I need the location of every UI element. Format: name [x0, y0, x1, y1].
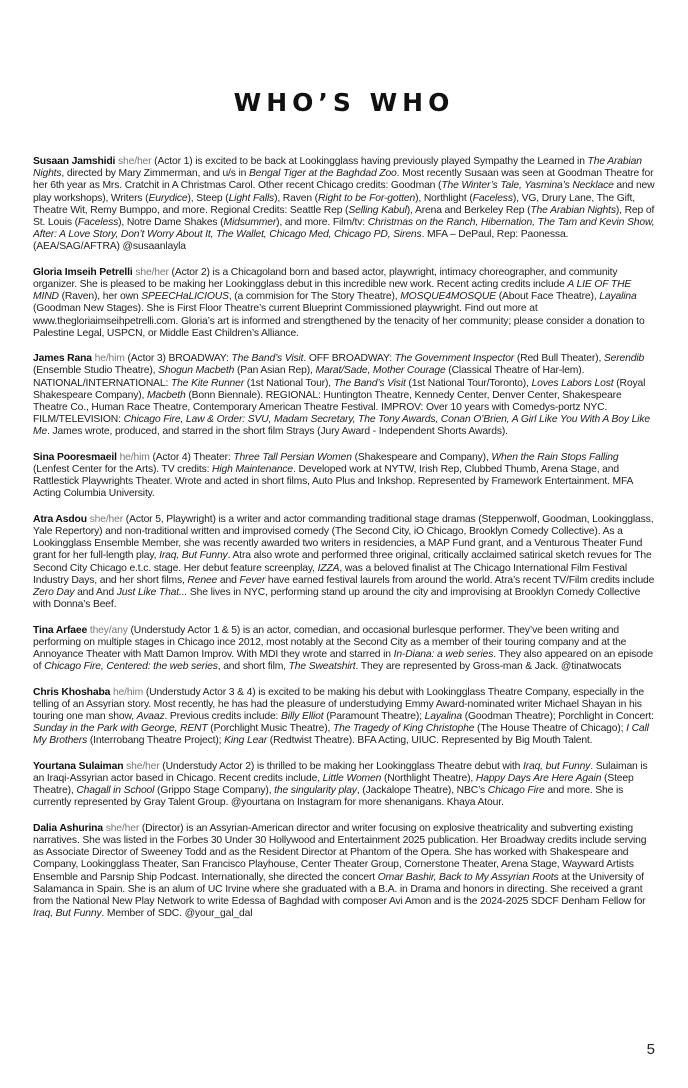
bio-text: ), Northlight (: [415, 192, 473, 204]
bio-credit-title: SPEECHaLICIOUS: [141, 291, 229, 303]
bio-credit-title: Billy Elliot: [281, 711, 324, 723]
bio-credit-title: Faceless: [472, 192, 513, 204]
bio-text: (Actor 2) is a Chicagoland born and based actor, playwright, intimacy choreographer, and community organizer. She is pleased to be making her Lookingglass debut in this incredible new work. Recent acting credits include: [33, 266, 618, 291]
bio-text: (Director) is an Assyrian-American director and writer focusing on explosive theatricality and subverting existing narratives. She was listed in the Forbes 30 Under 30 Hollywood and Entertainment 2025 publication. Her Broadway credits include serving as Associate Director of Sweeney Todd and as the Resident Director at Phantom of the Opera. She has worked with Shakespeare and Company, Lookingglass Theater, San Francisco Playhouse, Center Theater Group, Cornerstone Theater, Arena Stage, Wayward Artists Ensemble and Parsnip Ship Podcast. Internationally, she directed the concert: [33, 822, 647, 883]
bio-credit-title: Selling Kabul: [348, 204, 407, 216]
bio-text: . OFF BROADWAY:: [303, 353, 395, 365]
bio-paragraph: [33, 761, 657, 810]
bio-credit-title: The Winter’s Tale, Yasmina’s Necklace: [441, 180, 614, 192]
bio-text: ), VG, Drury Lane, The Gift, Theatre Wit, Remy Bumppo, and more. Regional Credits: Seattle Rep (: [33, 192, 635, 216]
bio-name: Tina Arfaee: [33, 624, 88, 636]
bio-name: Atra Asdou: [33, 513, 87, 525]
bio-text: (Northlight Theatre),: [381, 773, 476, 785]
bio-credit-title: Chagall in School: [76, 785, 155, 797]
bio-text: (Ensemble Studio Theatre),: [33, 365, 159, 377]
bio-credit-title: Bengal Tiger at the Baghdad Zoo: [249, 168, 397, 180]
bio-credit-title: Faceless: [77, 217, 119, 229]
bio-paragraph: [33, 687, 657, 748]
bio-text: (Redtwist Theatre). BFA Acting, UIUC. Represented by Big Mouth Talent.: [267, 735, 593, 747]
bio-credit-title: IZZA: [317, 562, 340, 574]
bio-text: (Understudy Actor 1 & 5) is an actor, comedian, and occasional burlesque performer. They’ve been writing and performing on multiple stages in Chicago ince 2012, most notably at the Second City as a member of their touring company and at the Annoyance Theater with Matt Damon Improv. With MDI they wrote and starred in: [33, 624, 627, 661]
bio-text: ), Notre Dame Shakes (: [118, 217, 224, 229]
bio-text: , (a commision for The Story Theatre),: [228, 291, 401, 303]
bio-text: . They also appeared on an episode of: [33, 649, 653, 673]
bio-credit-title: Layalina: [424, 711, 462, 723]
bio-credit-title: Shogun Macbeth: [158, 365, 235, 377]
bio-pronouns: she/her: [105, 822, 140, 834]
bio-credit-title: Midsummer: [223, 217, 277, 229]
bio-text: have earned festival laurels from around the world. Atra’s recent TV/Film credits include: [265, 574, 655, 586]
bio-text: . Most recently Susaan was seen at Goodman Theatre for her 6th year as Mrs. Cratchit in A Christmas Carol. Other recent Chicago credits: Goodman (: [33, 168, 654, 192]
bio-text: , and short film,: [217, 661, 289, 673]
bio-paragraph: [33, 823, 657, 921]
bio-credit-title: The Sweatshirt: [288, 661, 356, 673]
bio-credit-title: Avaaz: [136, 711, 165, 723]
bio-text: (Actor 4) Theater:: [149, 451, 234, 463]
bio-credit-title: Chicago Fire, Centered: the web series: [44, 661, 218, 673]
bio-name: Susaan Jamshidi: [33, 156, 116, 167]
bio-text: (Actor 3) BROADWAY:: [124, 353, 232, 365]
bio-text: (Steep Theatre),: [33, 773, 634, 797]
bio-pronouns: she/her: [135, 266, 169, 278]
bio-text: (Paramount Theatre);: [323, 711, 425, 723]
bio-credit-title: Loves Labors Lost: [531, 377, 614, 389]
bio-text: . Sulaiman is an Iraqi-Assyrian actor based in Chicago. Recent credits include,: [33, 760, 648, 785]
bio-text: (Classical Theatre of Har-lem). NATIONAL/INTERNATIONAL:: [33, 365, 585, 389]
bio-pronouns: he/him: [119, 451, 150, 463]
bio-credit-title: Happy Days Are Here Again: [475, 773, 602, 785]
bio-credit-title: Fever: [239, 574, 266, 586]
bio-text: . Member of SDC. @your_gal_dal: [101, 908, 253, 920]
bio-credit-title: Marat/Sade, Mother Courage: [315, 365, 446, 377]
bio-text: (Lenfest Center for the Arts). TV credits:: [33, 464, 213, 476]
bio-text: . Developed work at NYTW, Irish Rep, Clubbed Thumb, Arena Stage, and Rattlestick Playwrights Theater. Wrote and acted in short films, Auto Plus and Inkshop. Represented by Framework Entertainment. MFA Acting Columbia University.: [33, 464, 633, 500]
bio-credit-title: High Maintenance: [212, 464, 294, 476]
bio-text: (Porchlight Music Theatre),: [207, 723, 333, 735]
bio-text: (Pan Asian Rep),: [234, 365, 316, 377]
page-number: 5: [646, 1041, 655, 1058]
bio-text: (Actor 1) is excited to be back at Lookingglass having previously played Sympathy the Learned in: [151, 156, 588, 167]
bio-credit-title: Just Like That...: [116, 587, 188, 599]
bio-credit-title: Christmas on the Ranch, Hibernation, The Tam and Kevin Show, After: A Love Story, Don’t Worry About It, The Wallet, Chicago Med, Chicago PD, Sirens: [33, 217, 655, 241]
bio-credit-title: When the Rain Stops Falling: [491, 451, 619, 463]
bio-name: Dalia Ashurina: [33, 822, 103, 834]
bio-credit-title: Little Women: [322, 773, 382, 785]
bio-credit-title: Macbeth: [147, 389, 186, 401]
bio-text: (About Face Theatre),: [495, 291, 600, 303]
bio-credit-title: Eurydice: [148, 192, 188, 204]
bio-text: (Understudy Actor 2) is thrilled to be making her Lookingglass Theatre debut with: [159, 760, 523, 772]
bio-pronouns: she/her: [89, 513, 124, 525]
bio-pronouns: she/her: [126, 760, 160, 772]
bio-text: . James wrote, produced, and starred in the short film Strays (Jury Award - Independent Shorts Awards).: [47, 426, 508, 438]
bio-credit-title: The Government Inspector: [394, 353, 515, 365]
bio-paragraph: [33, 353, 657, 438]
bio-text: . Atra also wrote and performed three original, critically acclaimed satirical sketch revues for The Second City Chicago e.t.c. stage. Her debut feature screenplay,: [33, 550, 652, 574]
bio-text: , (Jackalope Theatre), NBC’s: [356, 785, 488, 797]
bio-text: , directed by Mary Zimmerman, and u/s in: [61, 168, 249, 180]
bio-credit-title: The Kite Runner: [170, 377, 245, 389]
bios-list: [33, 156, 657, 934]
bio-credit-title: A LIE OF THE MIND: [33, 279, 632, 303]
bio-credit-title: Three Tall Persian Women: [233, 451, 352, 463]
bio-credit-title: MOSQUE4MOSQUE: [400, 291, 496, 303]
page-title: WHO’S WHO: [233, 88, 455, 117]
bio-credit-title: Sunday in the Park with George, RENT: [33, 723, 208, 735]
bio-text: and And: [74, 587, 117, 599]
bio-text: (Actor 5, Playwright) is a writer and actor commanding traditional stage dramas (Steppenwolf, Goodman, Lookingglass, Yale Repertory) and non-traditional written and improvised comedy (The Second City, iO Chicago, Brooklyn Comedy Collective). As a Lookingglass Ensemble Member, she was recently awarded two writers in residencies, a MAP Fund grant, and a Venturous Theater Fund grant for her full-length play,: [33, 513, 654, 562]
bio-credit-title: Right to be For-gotten: [317, 192, 416, 204]
bio-credit-title: Chicago Fire, Law & Order: SVU, Madam Secretary, The Tony Awards, Conan O’Brien, A Girl Like You With A Boy Like Me: [33, 414, 650, 438]
bio-text: (Red Bull Theater),: [514, 353, 604, 365]
bio-credit-title: I Call My Brothers: [33, 723, 649, 747]
bio-paragraph: [33, 625, 657, 674]
bio-credit-title: Iraq, but Funny: [522, 760, 591, 772]
bio-credit-title: The Band’s Visit: [333, 377, 406, 389]
bio-credit-title: Iraq, But Funny: [159, 550, 228, 562]
bio-text: and new play workshops), Writers (: [33, 180, 655, 204]
bio-credit-title: The Arabian Nights: [33, 156, 642, 180]
bio-text: ), and more. Film/tv:: [276, 217, 368, 229]
bio-pronouns: she/her: [118, 156, 152, 167]
bio-credit-title: The Tragedy of King Christophe: [332, 723, 475, 735]
bio-text: ), Raven (: [274, 192, 318, 204]
bio-text: (Raven), her own: [58, 291, 142, 303]
bio-name: Chris Khoshaba: [33, 686, 111, 698]
bio-name: Gloria Imseih Petrelli: [33, 266, 133, 278]
bio-credit-title: The Arabian Nights: [530, 204, 616, 216]
bio-credit-title: The Band’s Visit: [231, 353, 304, 365]
bio-text: ), Rep of St. Louis (: [33, 204, 655, 229]
bio-credit-title: Zero Day: [33, 587, 75, 599]
bio-pronouns: they/any: [89, 624, 128, 636]
bio-text: . Previous credits include:: [164, 711, 281, 723]
bio-credit-title: In-Diana: a web series: [393, 649, 494, 661]
bio-pronouns: he/him: [112, 686, 144, 698]
bio-name: James Rana: [33, 353, 92, 365]
bio-text: , was a beloved finalist at The Chicago International Film Festival Industry Days, and her short films,: [33, 562, 627, 586]
bio-pronouns: he/him: [94, 353, 125, 365]
bio-credit-title: Omar Bashir, Back to My Assyrian Roots: [377, 871, 559, 883]
bio-text: (Shakespeare and Company),: [351, 451, 492, 463]
bio-text: (Goodman Theatre); Porchlight in Concert:: [461, 711, 654, 723]
bio-paragraph: [33, 156, 657, 254]
bio-text: (Goodman New Stages). She is First Floor Theatre’s current Blueprint Commissioned playwright. Find out more at www.thegloriaimseihpetrelli.com. Gloria’s art is informed and strengthened by the tenacity of her community; please consider a donation to Palestine Legal, USPCN, or Middle East Children’s Alliance.: [33, 303, 645, 339]
bio-text: . They are represented by Gross-man & Jack. @tinatwocats: [355, 661, 622, 673]
bio-text: (Grippo Stage Company),: [154, 785, 275, 797]
bio-text: (Royal Shakespeare Company),: [33, 377, 646, 401]
bio-text: and more. She is currently represented by Gray Talent Group. @yourtana on Instagram for more shenanigans. Khaya Atour.: [33, 785, 624, 809]
bio-credit-title: King Lear: [224, 735, 268, 747]
bio-text: (The House Theatre of Chicago);: [474, 723, 627, 735]
bio-text: (Bonn Biennale). REGIONAL: Huntington Theatre, Kennedy Center, Denver Center, Shakespeare Theatre Co., Human Race Theatre, Contemporary American Theatre Festival. IMPROV: Over 10 years with Comedys-portz NYC. FILM/TELEVISION:: [33, 389, 622, 426]
bio-text: and: [217, 574, 240, 586]
bio-text: ), Steep (: [187, 192, 229, 204]
bio-text: She lives in NYC, performing stand up around the city and improvising at Brooklyn Comedy Collective with Donna’s Beef.: [33, 587, 641, 611]
bio-text: at the University of Salamanca in Spain. She is an alum of UC Irvine where she graduated with a B.A. in Drama and honors in directing. She received a grant from the National New Play Network to write Edessa of Baghdad with composer Avi Amon and is the 2024-2025 SDCF Denham Fellow for: [33, 871, 646, 908]
bio-paragraph: [33, 267, 657, 340]
bio-text: (1st National Tour),: [244, 377, 334, 389]
bio-credit-title: Serendib: [603, 353, 645, 365]
bio-text: (Understudy Actor 3 & 4) is excited to be making his debut with Lookingglass Theatre Company, especially in the telling of an Assyrian story. Most recently, he has had the pleasure of understudying Emmy Award-nominated writer Michael Shayan in his touring one man show,: [33, 686, 644, 723]
bio-name: Yourtana Sulaiman: [33, 760, 124, 772]
bio-credit-title: Iraq, But Funny: [33, 908, 102, 920]
bio-paragraph: [33, 514, 657, 612]
bio-credit-title: Light Falls: [228, 192, 275, 204]
bio-name: Sina Pooresmaeil: [33, 451, 117, 463]
bio-text: . MFA – DePaul, Rep: Paonessa. (AEA/SAG/AFTRA) @susaanlayla: [33, 229, 569, 253]
bio-credit-title: Layalina: [599, 291, 637, 303]
bio-credit-title: the singularity play: [274, 785, 357, 797]
bio-text: (1st National Tour/Toronto),: [405, 377, 532, 389]
bio-paragraph: [33, 452, 657, 501]
bio-text: ), Arena and Berkeley Rep (: [406, 204, 531, 216]
bio-credit-title: Chicago Fire: [487, 785, 545, 797]
bio-text: (Interrobang Theatre Project);: [87, 735, 225, 747]
bio-credit-title: Renee: [187, 574, 218, 586]
